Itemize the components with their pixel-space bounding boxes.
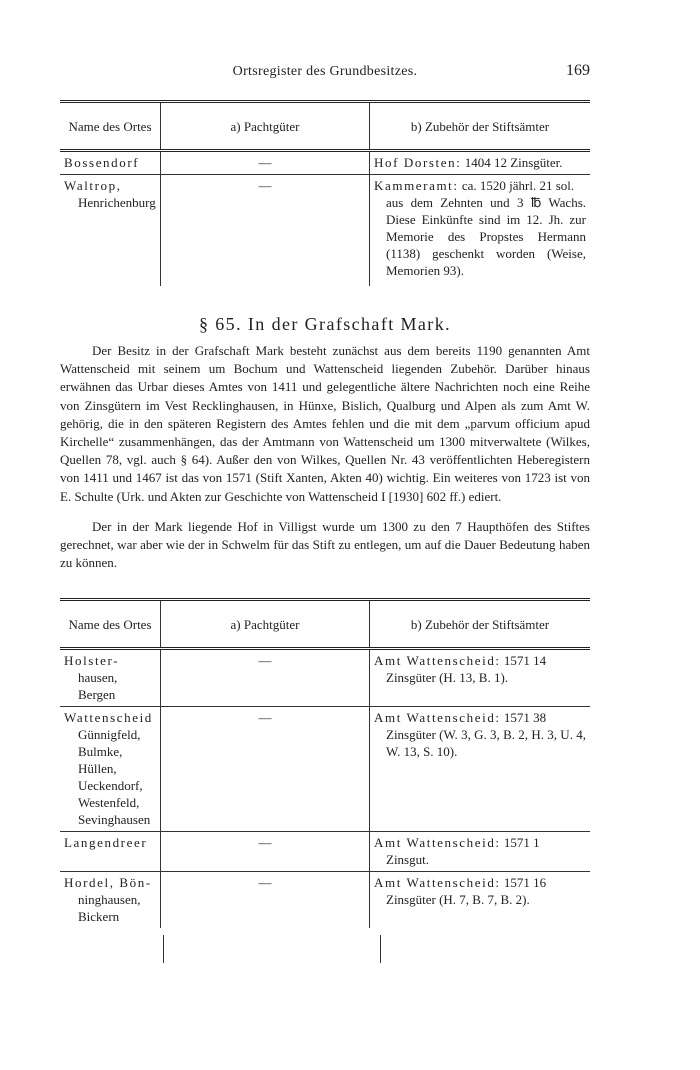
appurtenance-continuation: aus dem Zehnten und 3 ℔ Wachs. Diese Einkünfte sind im 12. Jh. zur Memorie des Propstes Hermann (1138) geschenkt worden (Weise, Memorien 93). <box>386 195 586 278</box>
appurtenance-continuation: Zinsgüter (H. 7, B. 7, B. 2). <box>386 892 530 907</box>
appurtenance-continuation: Zinsgut. <box>386 852 429 867</box>
place-name-continuation: hausen, Bergen <box>78 670 118 702</box>
place-cell <box>60 832 161 872</box>
office-name: Amt Wattenscheid: <box>374 835 501 850</box>
place-cell <box>60 151 161 175</box>
place-name: Waltrop, <box>64 178 122 193</box>
place-name: Langendreer <box>64 835 148 850</box>
column-header-lease: a) Pachtgüter <box>161 102 370 151</box>
table-row <box>60 649 590 707</box>
appurtenance-text: 1571 14 <box>503 653 547 668</box>
table-header-row <box>60 600 590 649</box>
place-cell <box>60 707 161 832</box>
place-name: Bossendorf <box>64 155 140 170</box>
appurtenance-text: ca. 1520 jährl. 21 sol. <box>461 178 575 193</box>
appurtenance-cell <box>370 151 591 175</box>
appurtenance-text: 1571 1 <box>503 835 540 850</box>
lease-cell: — <box>161 872 370 929</box>
column-rule-stub <box>163 935 164 963</box>
body-paragraph-2-text: Der in der Mark liegende Hof in Villigst wurde um 1300 zu den 7 Haupthöfen des Stiftes gerechnet, war aber wie der in Schwelm für das Stift zu entlegen, um auf die Dauer Bedeutung haben zu können. <box>60 519 590 571</box>
table-row <box>60 175 590 287</box>
page-number: 169 <box>566 62 590 79</box>
running-title: Ortsregister des Grundbesitzes. <box>232 64 418 79</box>
appurtenance-text: 1571 38 <box>503 710 547 725</box>
office-name: Amt Wattenscheid: <box>374 653 501 668</box>
place-name-continuation: Henrichenburg <box>78 195 156 210</box>
lease-cell: — <box>161 151 370 175</box>
page-header <box>60 64 590 84</box>
place-cell <box>60 872 161 929</box>
lease-cell: — <box>161 832 370 872</box>
lease-cell: — <box>161 649 370 707</box>
office-name: Hof Dorsten: <box>374 155 462 170</box>
appurtenance-text: 1571 16 <box>503 875 547 890</box>
place-name: Hordel, Bön- <box>64 875 152 890</box>
appurtenance-continuation: Zinsgüter (H. 13, B. 1). <box>386 670 509 685</box>
register-table-1 <box>60 100 590 286</box>
appurtenance-cell <box>370 832 591 872</box>
place-name: Holster- <box>64 653 120 668</box>
appurtenance-cell <box>370 649 591 707</box>
lease-cell: — <box>161 707 370 832</box>
place-name-continuation: ninghausen, Bickern <box>78 892 141 924</box>
table-row <box>60 872 590 929</box>
column-header-lease: a) Pachtgüter <box>161 600 370 649</box>
lease-cell: — <box>161 175 370 287</box>
appurtenance-cell <box>370 175 591 287</box>
table-row <box>60 832 590 872</box>
body-paragraph-1-text: Der Besitz in der Grafschaft Mark besteht zunächst aus dem bereits 1190 genannten Amt Wattenscheid mit seinem um Bochum und Wattenscheid liegenden Zubehör. Darüber hinaus erwähnen das Urbar dieses Amtes von 1411 und gelegentliche ältere Nachrichten noch eine Reihe von Zinsgütern im Vest Recklinghausen, in Hünxe, Bislich, Qualburg und Alpen als zum Amt W. gehörig, die in den späteren Registern des Amtes fehlen und die mit dem „parvum officium apud Kirchelle“ zusammenhängen, das der Amtmann von Wattenscheid um 1300 mitverwaltete (Wilkes, Quellen 78, vgl. auch § 64). Außer den von Wilkes, Quellen Nr. 43 veröffentlichten Heberegistern von 1411 und 1467 ist das von 1571 (Stift Xanten, Akten 40) wichtig. Ein weiteres von 1723 ist von E. Schulte (Urk. und Akten zur Geschichte von Wattenscheid I [1930] 602 ff.) ediert. <box>60 343 590 504</box>
place-name: Wattenscheid <box>64 710 153 725</box>
table-header-row <box>60 102 590 151</box>
body-paragraph-2 <box>60 518 590 573</box>
office-name: Amt Wattenscheid: <box>374 875 501 890</box>
register-table-2 <box>60 598 590 928</box>
place-cell <box>60 175 161 287</box>
column-header-appurtenance: b) Zubehör der Stiftsämter <box>370 600 591 649</box>
appurtenance-cell <box>370 872 591 929</box>
appurtenance-continuation: Zinsgüter (W. 3, G. 3, B. 2, H. 3, U. 4, W. 13, S. 10). <box>386 727 586 759</box>
office-name: Amt Wattenscheid: <box>374 710 501 725</box>
table-row <box>60 151 590 175</box>
office-name: Kammeramt: <box>374 178 459 193</box>
place-name-continuation: Günnigfeld, Bulmke, Hüllen, Ueckendorf, Westenfeld, Sevinghausen <box>78 727 151 827</box>
table-row <box>60 707 590 832</box>
column-header-place: Name des Ortes <box>68 118 152 134</box>
body-paragraph-1 <box>60 342 590 506</box>
column-rule-stub <box>380 935 381 963</box>
column-header-place: Name des Ortes <box>68 616 152 632</box>
appurtenance-text: 1404 12 Zinsgüter. <box>464 155 563 170</box>
place-cell <box>60 649 161 707</box>
column-header-appurtenance: b) Zubehör der Stiftsämter <box>370 102 591 151</box>
appurtenance-cell <box>370 707 591 832</box>
section-heading: § 65. In der Grafschaft Mark. <box>198 314 452 334</box>
